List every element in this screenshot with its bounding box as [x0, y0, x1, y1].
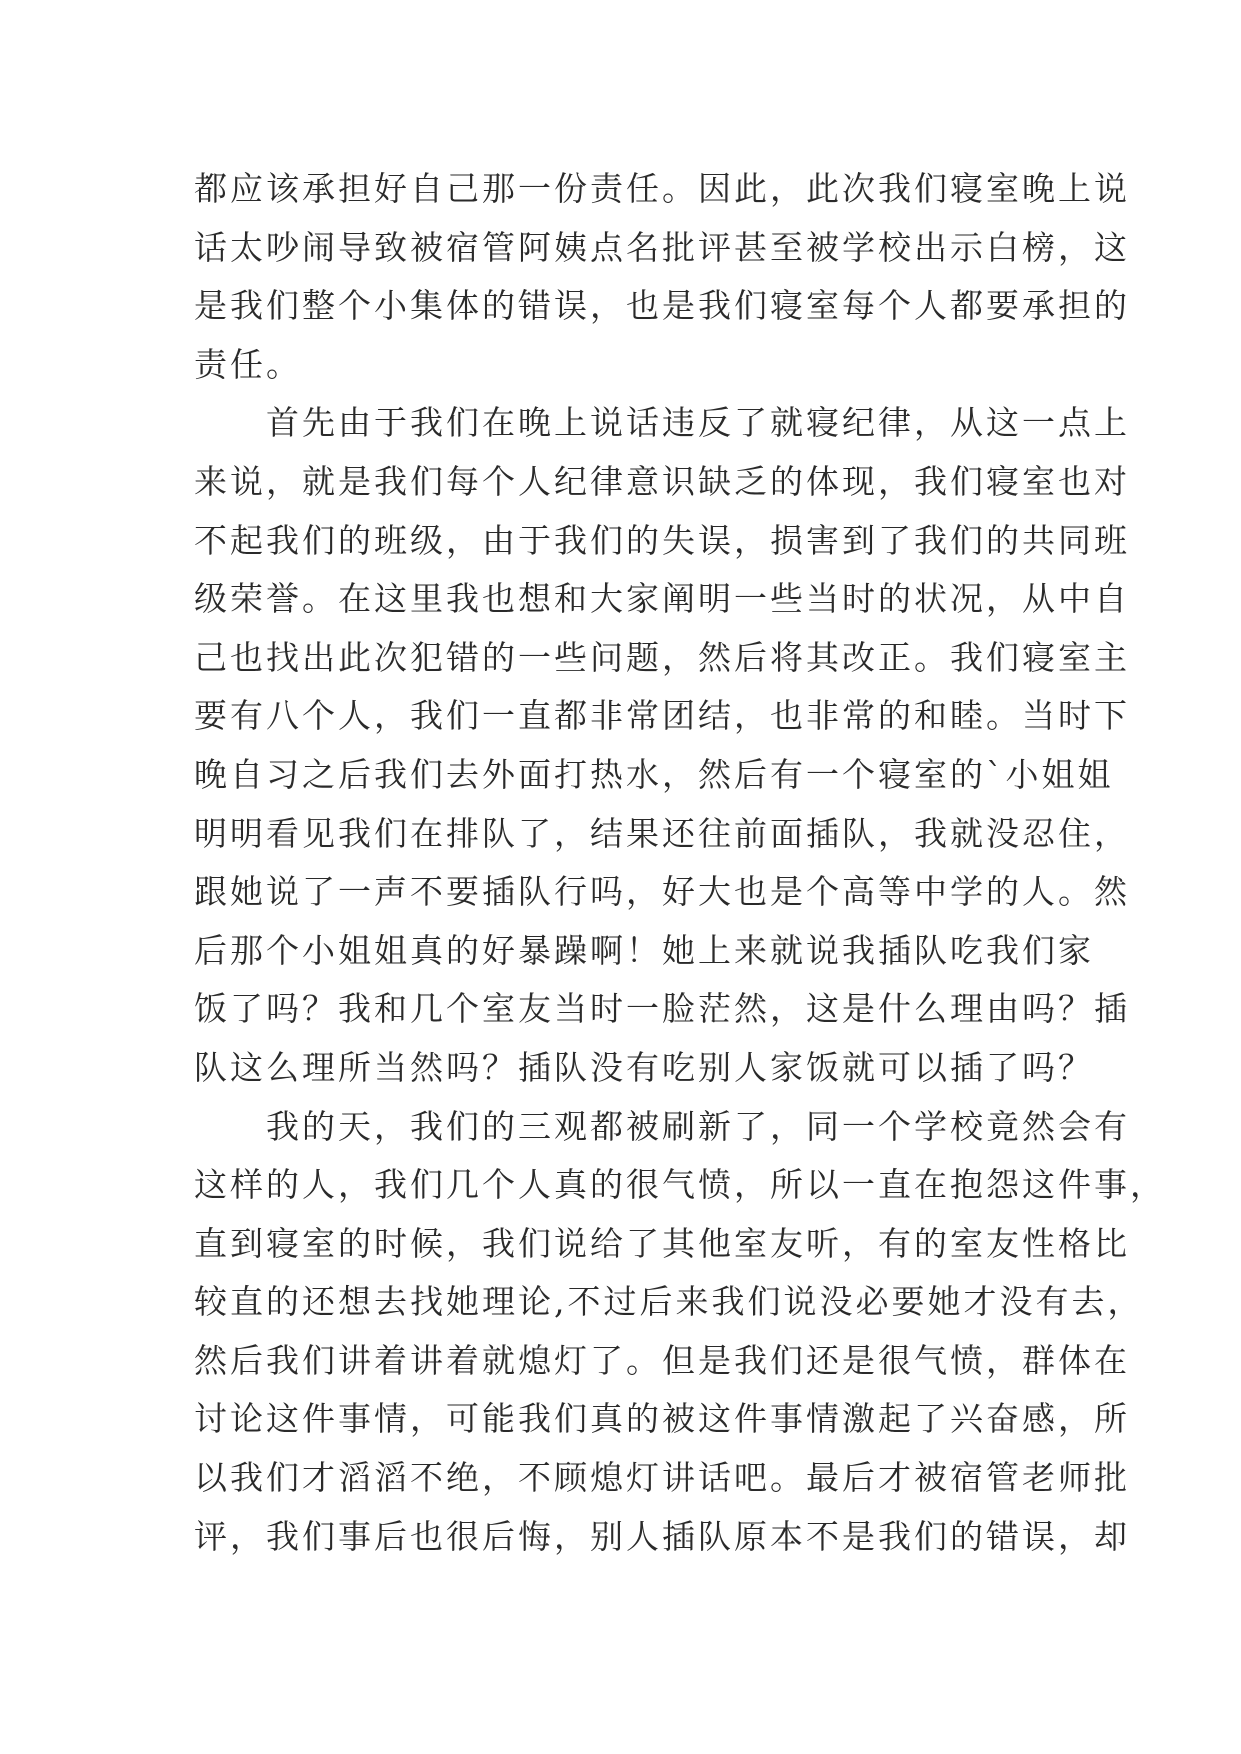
text-line: 这样的人，我们几个人真的很气愤，所以一直在抱怨这件事，: [194, 1165, 1166, 1205]
text-line: 跟她说了一声不要插队行吗，好大也是个高等中学的人。然: [194, 872, 1130, 912]
text-line: 责任。: [194, 344, 302, 384]
paragraph-first-line: 首先由于我们在晚上说话违反了就寝纪律，从这一点上: [266, 403, 1130, 443]
text-line: 较直的还想去找她理论,不过后来我们说没必要她才没有去，: [194, 1282, 1144, 1322]
text-line: 以我们才滔滔不绝，不顾熄灯讲话吧。最后才被宿管老师批: [194, 1458, 1130, 1498]
text-line: 是我们整个小集体的错误，也是我们寝室每个人都要承担的: [194, 286, 1130, 326]
text-line: 讨论这件事情，可能我们真的被这件事情激起了兴奋感，所: [194, 1399, 1130, 1439]
text-line: 晚自习之后我们去外面打热水，然后有一个寝室的`小姐姐: [194, 754, 1114, 794]
text-line: 来说，就是我们每个人纪律意识缺乏的体现，我们寝室也对: [194, 461, 1130, 501]
text-line: 饭了吗？我和几个室友当时一脸茫然，这是什么理由吗？插: [194, 989, 1130, 1029]
body-text: [194, 160, 1166, 1566]
text-line: 直到寝室的时候，我们说给了其他室友听，有的室友性格比: [194, 1223, 1130, 1263]
text-line: 后那个小姐姐真的好暴躁啊！她上来就说我插队吃我们家: [194, 930, 1094, 970]
text-line: 都应该承担好自己那一份责任。因此，此次我们寝室晚上说: [194, 169, 1130, 208]
text-line: 明明看见我们在排队了，结果还往前面插队，我就没忍住，: [194, 813, 1130, 853]
text-line: 队这么理所当然吗？插队没有吃别人家饭就可以插了吗？: [194, 1047, 1094, 1087]
text-line: 然后我们讲着讲着就熄灯了。但是我们还是很气愤，群体在: [194, 1340, 1130, 1380]
text-line: 要有八个人，我们一直都非常团结，也非常的和睦。当时下: [194, 696, 1130, 736]
paragraph-first-line: 我的天，我们的三观都被刷新了，同一个学校竟然会有: [266, 1106, 1130, 1146]
text-line: 话太吵闹导致被宿管阿姨点名批评甚至被学校出示白榜，这: [194, 227, 1130, 267]
text-line: 级荣誉。在这里我也想和大家阐明一些当时的状况，从中自: [194, 579, 1130, 619]
text-line: 不起我们的班级，由于我们的失误，损害到了我们的共同班: [194, 520, 1130, 560]
text-line: 评，我们事后也很后悔，别人插队原本不是我们的错误，却: [194, 1516, 1130, 1556]
text-line: 己也找出此次犯错的一些问题，然后将其改正。我们寝室主: [194, 637, 1130, 677]
